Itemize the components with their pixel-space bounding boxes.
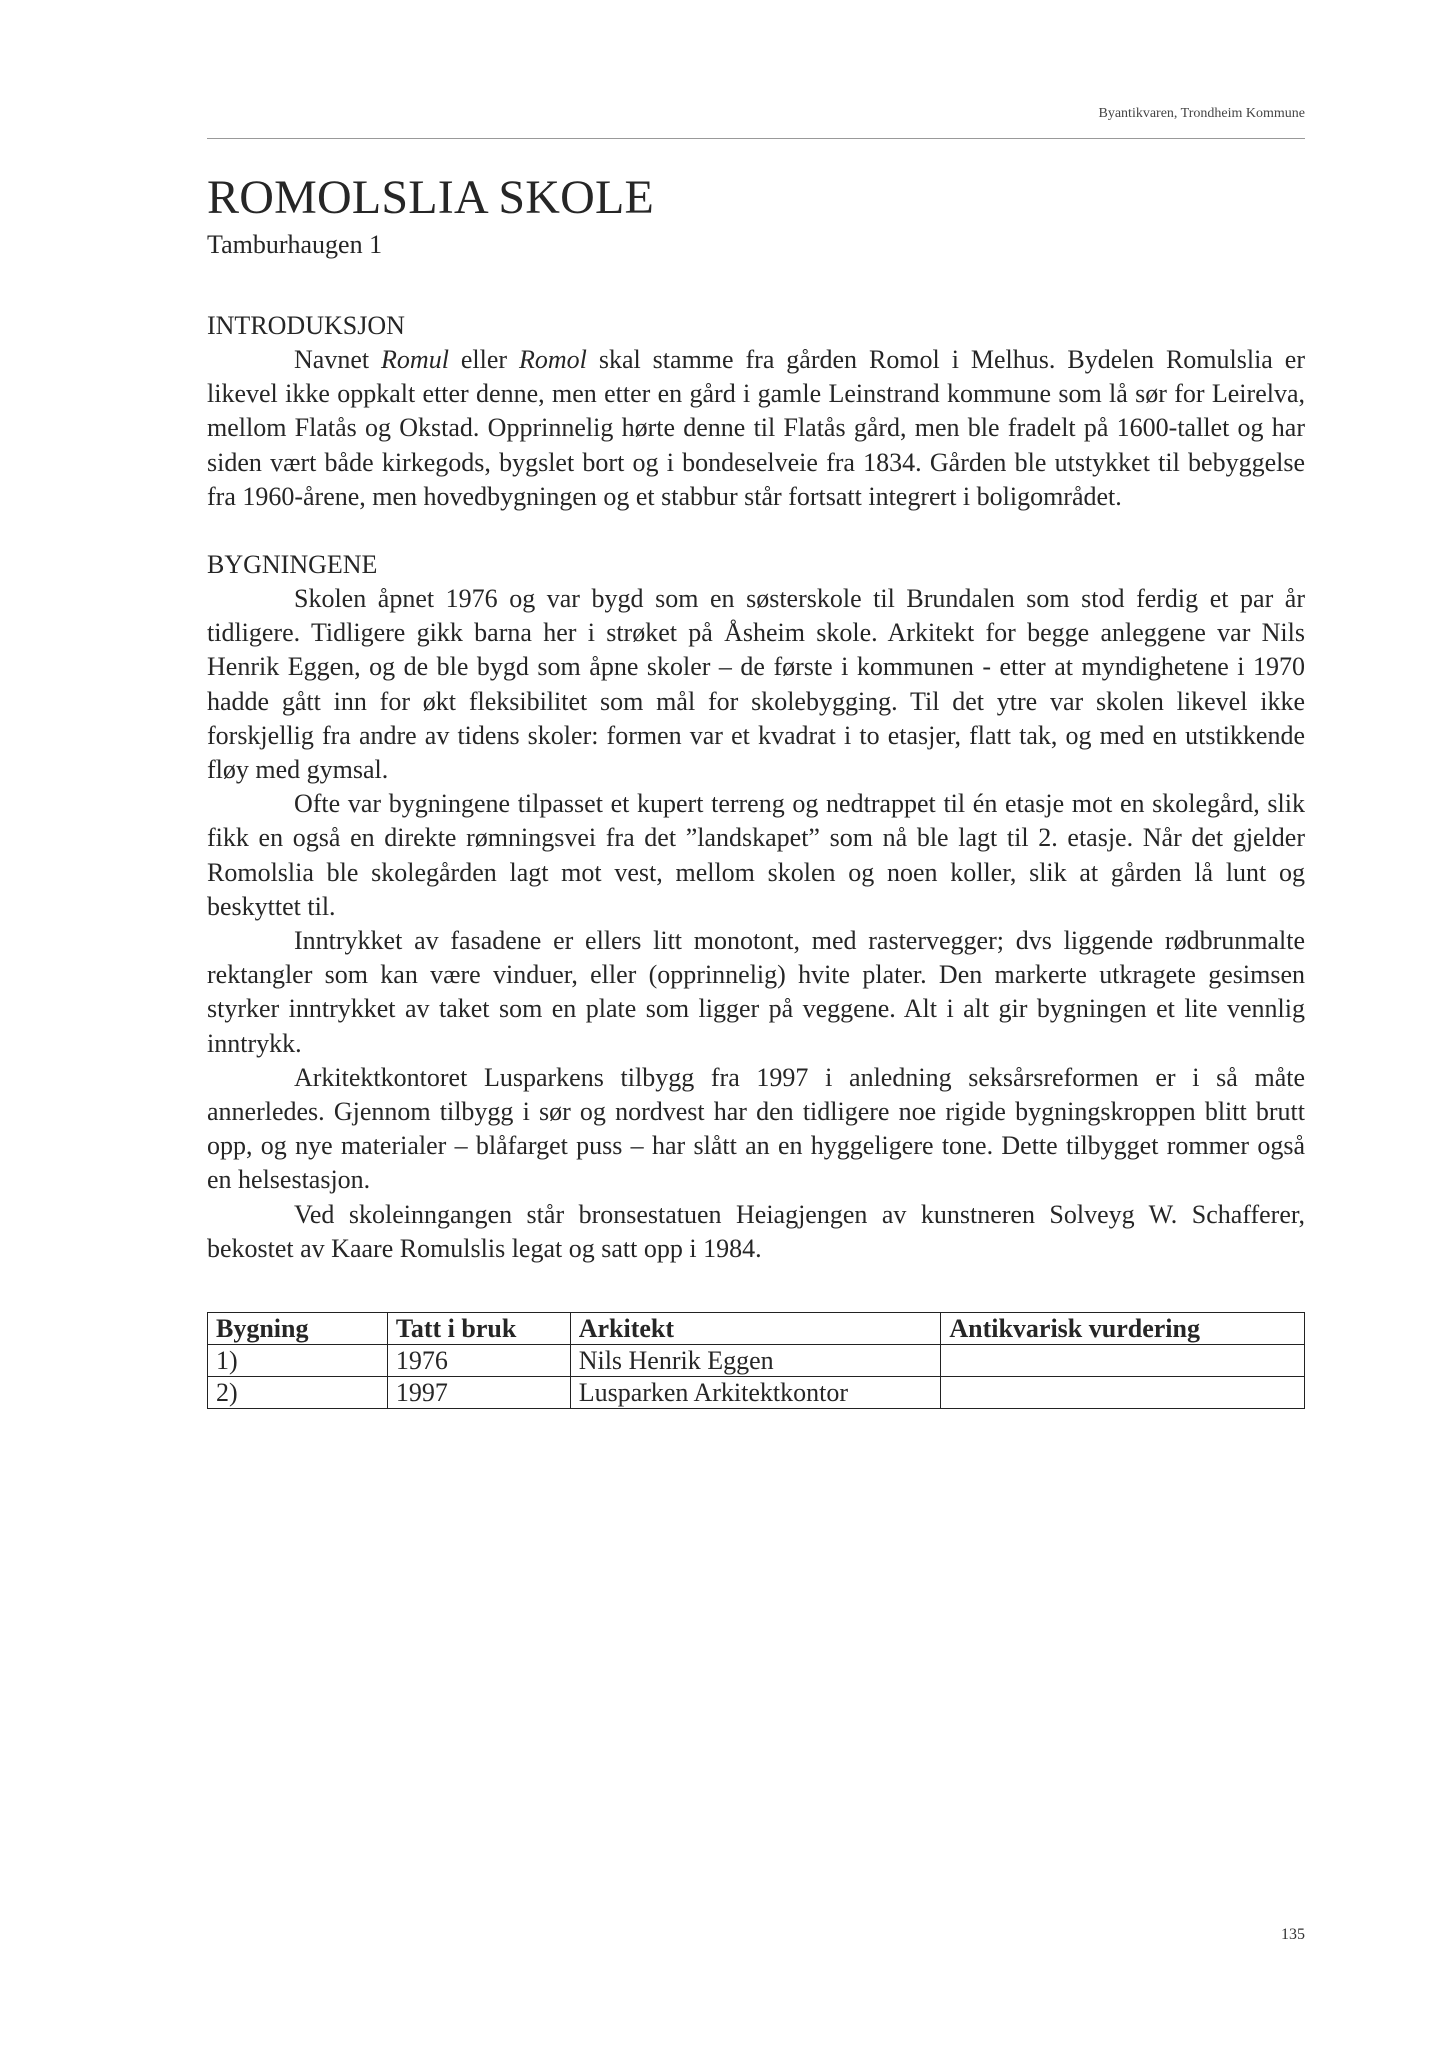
table-header-cell: Antikvarisk vurdering: [941, 1313, 1305, 1345]
intro-text: Navnet: [294, 345, 382, 374]
table-cell: [941, 1345, 1305, 1377]
buildings-table: [207, 1312, 1305, 1409]
intro-text: eller: [448, 345, 520, 374]
table-cell: 1997: [387, 1377, 570, 1409]
table-row: [208, 1345, 1305, 1377]
table-cell: Nils Henrik Eggen: [570, 1345, 941, 1377]
spacer: [207, 262, 1305, 309]
intro-section: [207, 309, 1305, 514]
table-cell: 2): [208, 1377, 388, 1409]
page-title: ROMOLSLIA SKOLE: [207, 171, 655, 224]
intro-name-romul: Romul: [381, 345, 449, 374]
table-row: [208, 1377, 1305, 1409]
header-rule: [207, 138, 1305, 139]
table-cell: 1): [208, 1345, 388, 1377]
buildings-paragraph: Arkitektkontoret Lusparkens tilbygg fra 1997 i anledning seksårsreformen er i så måte annerledes. Gjennom tilbygg i sør og nordvest har den tidligere noe rigide bygningskroppen blitt brutt opp, og nye materialer – blåfarget puss – har slått an en hyggeligere tone. Dette tilbygget rommer også en helsestasjon.: [207, 1062, 1305, 1195]
buildings-table-wrapper: [207, 1312, 1305, 1409]
table-cell: 1976: [387, 1345, 570, 1377]
spacer: [207, 514, 1305, 548]
intro-name-romol: Romol: [519, 345, 587, 374]
intro-text: skal stamme fra gården Romol i Melhus. Bydelen Romulslia er likevel ikke oppkalt etter denne, men etter en gård i gamle Leinstrand kommune som lå sør for Leirelva, mellom Flatås og Okstad. Opprinnelig hørte denne til Flatås gård, men ble fradelt på 1600-tallet og har siden vært både kirkegods, bygslet bort og i bondeselveie fra 1834. Gården ble utstykket til bebyggelse fra 1960-årene, men hovedbygningen og et stabbur står fortsatt integrert i boligområdet.: [207, 345, 1305, 511]
buildings-section: [207, 548, 1305, 1266]
buildings-paragraph: Ofte var bygningene tilpasset et kupert terreng og nedtrappet til én etasje mot en skolegård, slik fikk en også en direkte rømningsvei fra det ”landskapet” som nå ble lagt til 2. etasje. Når det gjelder Romolslia ble skolegården lagt mot vest, mellom skolen og noen koller, slik at gården lå lunt og beskyttet til.: [207, 789, 1305, 921]
intro-heading: INTRODUKSJON: [207, 311, 405, 340]
table-cell: [941, 1377, 1305, 1409]
table-header-cell: Arkitekt: [570, 1313, 941, 1345]
table-header-cell: Bygning: [208, 1313, 388, 1345]
page-number: 135: [1281, 1926, 1305, 1943]
table-header-row: [208, 1313, 1305, 1345]
buildings-heading: BYGNINGENE: [207, 550, 378, 580]
table-cell: Lusparken Arkitektkontor: [570, 1377, 941, 1409]
buildings-paragraph: Skolen åpnet 1976 og var bygd som en søsterskole til Brundalen som stod ferdig et par år tidligere. Tidligere gikk barna her i strøket på Åsheim skole. Arkitekt for begge anleggene var Nils Henrik Eggen, og de ble bygd som åpne skoler – de første i kommunen - etter at myndighetene i 1970 hadde gått inn for økt fleksibilitet som mål for skolebygging. Til det ytre var skolen likevel ikke forskjellig fra andre av tidens skoler: formen var et kvadrat i to etasjer, flatt tak, og med en utstikkende fløy med gymsal.: [207, 584, 1305, 785]
buildings-paragraph: Ved skoleinngangen står bronsestatuen Heiagjengen av kunstneren Solveyg W. Schafferer, bekostet av Kaare Romulslis legat og satt opp i 1984.: [207, 1199, 1305, 1263]
buildings-paragraph: Inntrykket av fasadene er ellers litt monotont, med rastervegger; dvs liggende rødbrunmalte rektangler som kan være vinduer, eller (opprinnelig) hvite plater. Den markerte utkragete gesimsen styrker inntrykket av taket som en plate som ligger på veggene. Alt i alt gir bygningen et lite vennlig inntrykk.: [207, 926, 1305, 1058]
page-content: [207, 168, 1305, 1409]
running-header: Byantikvaren, Trondheim Kommune: [1098, 106, 1305, 121]
intro-paragraph: [207, 343, 1305, 514]
page-subtitle: Tamburhaugen 1: [207, 230, 383, 259]
table-header-cell: Tatt i bruk: [387, 1313, 570, 1345]
